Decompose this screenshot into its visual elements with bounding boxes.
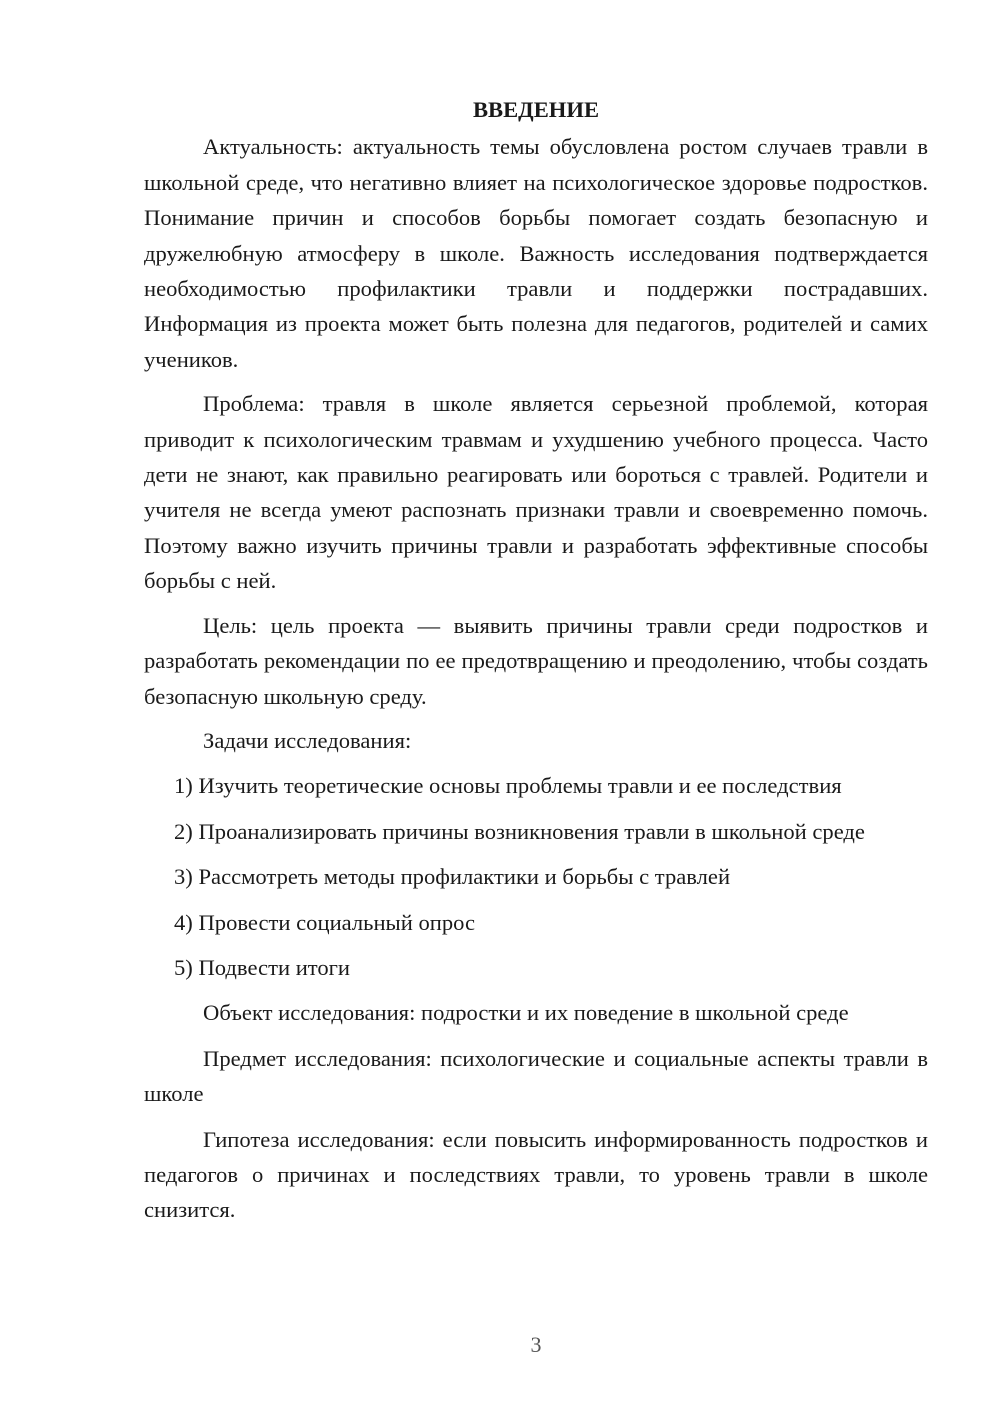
section-title: ВВЕДЕНИЕ [472, 97, 600, 122]
problem-paragraph: Проблема: травля в школе является серьезной проблемой, которая приводит к психологическим травмам и ухудшению учебного процесса. Часто дети не знают, как правильно реагировать или бороться с травлей. Родители и учителя не всегда умеют распознать признаки травли и своевременно помочь. Поэтому важно изучить причины травли и разработать эффективные способы борьбы с ней. [144, 391, 928, 594]
task-item-1: 1) Изучить теоретические основы проблемы травли и ее последствия [174, 773, 842, 799]
page-number: 3 [530, 1332, 542, 1357]
object-paragraph: Объект исследования: подростки и их поведение в школьной среде [203, 1000, 849, 1026]
subject-paragraph: Предмет исследования: психологические и социальные аспекты травли в школе [144, 1045, 928, 1107]
relevance-paragraph: Актуальность: актуальность темы обусловлена ростом случаев травли в школьной среде, что негативно влияет на психологическое здоровье подростков. Понимание причин и способов борьбы помогает создать безопасную и дружелюбную атмосферу в школе. Важность исследования подтверждается необходимостью профилактики травли и поддержки пострадавших. Информация из проекта может быть полезна для педагогов, родителей и самих учеников. [144, 134, 928, 372]
task-item-4: 4) Провести социальный опрос [174, 909, 476, 935]
hypothesis-paragraph: Гипотеза исследования: если повысить информированность подростков и педагогов о причинах и последствиях травли, то уровень травли в школе снизится. [144, 1126, 928, 1223]
page-content [144, 92, 928, 1238]
task-item-2: 2) Проанализировать причины возникновения травли в школьной среде [174, 818, 865, 844]
task-item-3: 3) Рассмотреть методы профилактики и борьбы с травлей [174, 864, 731, 890]
tasks-heading: Задачи исследования: [203, 727, 412, 753]
goal-paragraph: Цель: цель проекта — выявить причины травли среди подростков и разработать рекомендации по ее предотвращению и преодолению, чтобы создать безопасную школьную среду. [144, 612, 928, 709]
task-item-5: 5) Подвести итоги [174, 954, 351, 980]
